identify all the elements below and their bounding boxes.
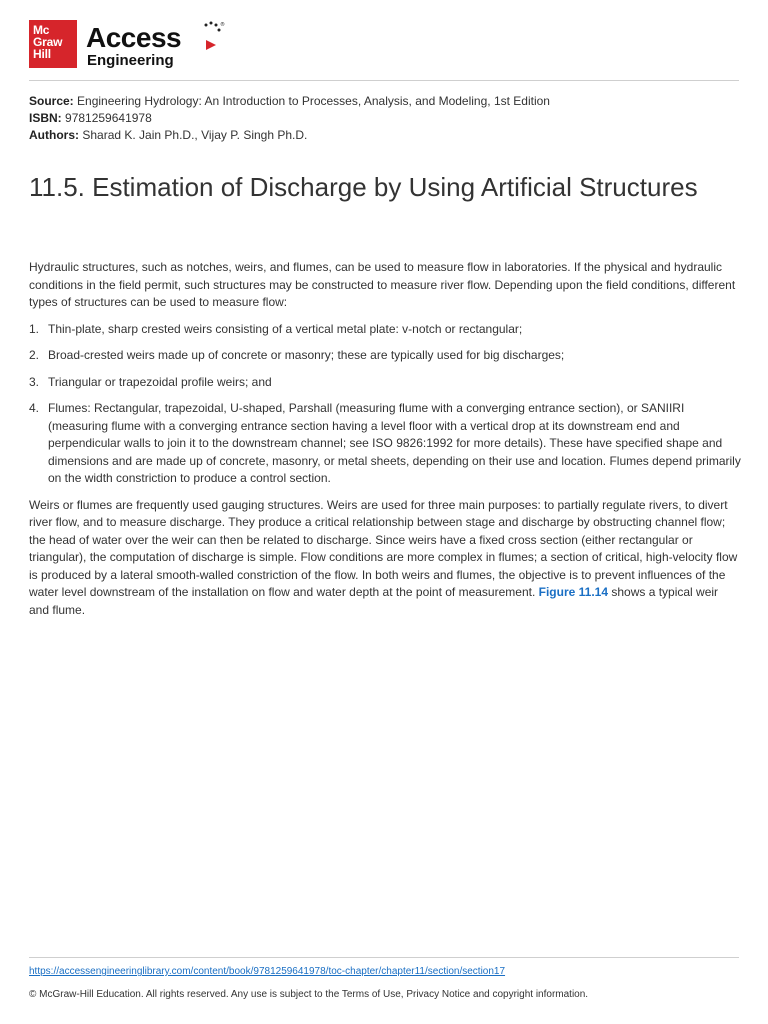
section-title: 11.5. Estimation of Discharge by Using Artificial Structures bbox=[29, 172, 698, 202]
list-item-text: Flumes: Rectangular, trapezoidal, U-shaped, Parshall (measuring flume with a converging entrance section), or SANIIRI (measuring flume with a converging entrance section having a level floor with a vertical drop at its downstream end and perpendicular walls to join it to the downstream channel; see ISO 9826:1992 for more details). These have specified shape and dimensions and are made up of concrete, masonry, or metal sheets, depending on their use and location. Flumes depend primarily on the width constriction to produce a control section. bbox=[48, 401, 741, 485]
svg-text:®: ® bbox=[220, 22, 225, 28]
structure-type-list bbox=[29, 321, 741, 488]
header-divider bbox=[29, 80, 739, 81]
site-header bbox=[29, 18, 226, 70]
list-item-text: Thin-plate, sharp crested weirs consisting of a vertical metal plate: v-notch or rectangular; bbox=[48, 321, 523, 336]
copyright-notice: © McGraw-Hill Education. All rights reserved. Any use is subject to the Terms of Use, Privacy Notice and copyright information. bbox=[29, 989, 589, 1000]
list-item-text: Triangular or trapezoidal profile weirs; and bbox=[48, 374, 272, 389]
closing-paragraph bbox=[29, 497, 741, 620]
source-value: Engineering Hydrology: An Introduction to Processes, Analysis, and Modeling, 1st Edition bbox=[77, 94, 550, 108]
authors-label: Authors: bbox=[29, 128, 79, 142]
logo-line-graw: Graw bbox=[33, 35, 63, 49]
engineering-wordmark: Engineering bbox=[87, 52, 174, 69]
list-item bbox=[29, 321, 741, 339]
access-engineering-logo[interactable] bbox=[86, 18, 226, 70]
source-metadata bbox=[29, 93, 550, 144]
isbn-label: ISBN: bbox=[29, 111, 62, 125]
source-line bbox=[29, 93, 550, 110]
list-item-number: 2. bbox=[29, 348, 40, 362]
access-arrow-icon bbox=[202, 20, 224, 54]
source-label: Source: bbox=[29, 94, 74, 108]
isbn-value: 9781259641978 bbox=[65, 111, 152, 125]
closing-text: Weirs or flumes are frequently used gauging structures. Weirs are used for three main purposes: to partially regulate rivers, to divert river flow, and to measure discharge. They produce a critical relationship between stage and discharge by obstructing channel flow; the head of water over the weir can then be related to discharge. Since weirs have a fixed cross section (either rectangular or triangular), the computation of discharge is simple. Flow conditions are more complex in flumes; a section of critical, high-velocity flow is produced by a lateral smooth-walled constriction of the flow. In both weirs and flumes, the objective is to prevent influences of the water level downstream of the installation on flow and water depth at the point of measurement. bbox=[29, 497, 738, 599]
list-item-text: Broad-crested weirs made up of concrete or masonry; these are typically used for big discharges; bbox=[48, 348, 565, 362]
page-url-link[interactable]: https://accessengineeringlibrary.com/content/book/9781259641978/toc-chapter/chapter11/section/section17 bbox=[29, 966, 506, 977]
list-item bbox=[29, 400, 741, 488]
list-item-number: 1. bbox=[29, 321, 40, 336]
figure-link[interactable]: Figure 11.14 bbox=[538, 585, 609, 599]
isbn-line bbox=[29, 110, 550, 127]
closing-after-link: shows a typical weir and flume. bbox=[29, 585, 719, 617]
logo-line-mc: Mc bbox=[33, 23, 50, 37]
footer-divider bbox=[29, 957, 739, 958]
logo-line-hill: Hill bbox=[33, 47, 51, 61]
list-item-number: 3. bbox=[29, 374, 40, 389]
authors-value: Sharad K. Jain Ph.D., Vijay P. Singh Ph.D. bbox=[82, 128, 308, 142]
mcgraw-hill-logo[interactable] bbox=[29, 20, 77, 68]
list-item bbox=[29, 347, 741, 365]
section-body bbox=[29, 259, 741, 628]
authors-line bbox=[29, 127, 550, 144]
list-item bbox=[29, 374, 741, 392]
access-wordmark: Access bbox=[86, 22, 182, 53]
intro-paragraph: Hydraulic structures, such as notches, weirs, and flumes, can be used to measure flow in laboratories. If the physical and hydraulic conditions in the field permit, such structures may be constructed to measure river flow. Depending upon the field conditions, different types of structures can be used to measure flow: bbox=[29, 260, 736, 309]
list-item-number: 4. bbox=[29, 401, 40, 415]
